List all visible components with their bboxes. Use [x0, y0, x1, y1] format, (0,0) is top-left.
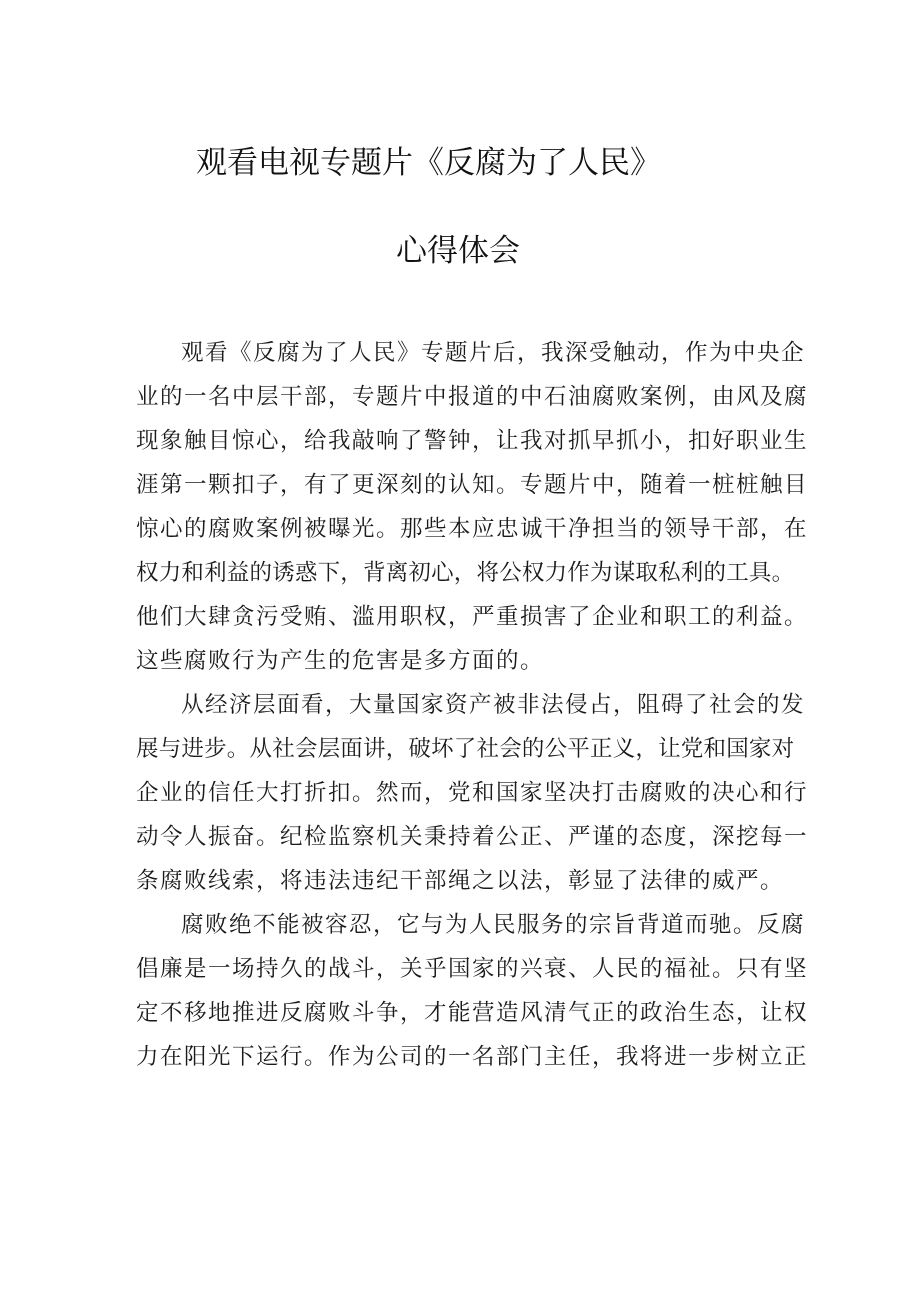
text-line: 这些腐败行为产生的危害是多方面的。	[136, 648, 545, 674]
text-line: 权力和利益的诱惑下，背离初心，将公权力作为谋取私利的工具。	[136, 560, 795, 586]
document-title: 观看电视专题片《反腐为了人民》	[196, 145, 661, 181]
text-line: 从经济层面看，大量国家资产被非法侵占，阻碍了社会的发	[181, 692, 806, 718]
text-line: 他们大肆贪污受贿、滥用职权，严重损害了企业和职工的利益。	[136, 604, 809, 630]
text-line: 企业的信任大打折扣。然而，党和国家坚决打击腐败的决心和行	[136, 780, 809, 806]
text-line: 倡廉是一场持久的战斗，关乎国家的兴衰、人民的福祉。只有坚	[136, 956, 809, 982]
text-line: 观看《反腐为了人民》专题片后，我深受触动，作为中央企	[181, 340, 806, 366]
text-line: 涯第一颗扣子，有了更深刻的认知。专题片中，随着一桩桩触目	[136, 472, 809, 498]
text-line: 业的一名中层干部，专题片中报道的中石油腐败案例，由风及腐	[136, 384, 809, 410]
text-line: 力在阳光下运行。作为公司的一名部门主任，我将进一步树立正	[136, 1044, 809, 1070]
paragraph-2	[136, 683, 809, 903]
document-subtitle: 心得体会	[396, 233, 520, 269]
text-line: 腐败绝不能被容忍，它与为人民服务的宗旨背道而驰。反腐	[181, 912, 806, 938]
text-line: 惊心的腐败案例被曝光。那些本应忠诚干净担当的领导干部，在	[136, 516, 809, 542]
paragraph-1	[136, 331, 809, 683]
text-line: 展与进步。从社会层面讲，破坏了社会的公平正义，让党和国家对	[136, 736, 795, 762]
document-body	[136, 331, 809, 1079]
text-line: 动令人振奋。纪检监察机关秉持着公正、严谨的态度，深挖每一	[136, 824, 809, 850]
paragraph-3	[136, 903, 809, 1079]
text-line: 定不移地推进反腐败斗争，才能营造风清气正的政治生态，让权	[136, 1000, 809, 1026]
text-line: 条腐败线索，将违法违纪干部绳之以法，彰显了法律的威严。	[136, 868, 785, 894]
text-line: 现象触目惊心，给我敲响了警钟，让我对抓早抓小，扣好职业生	[136, 428, 809, 454]
